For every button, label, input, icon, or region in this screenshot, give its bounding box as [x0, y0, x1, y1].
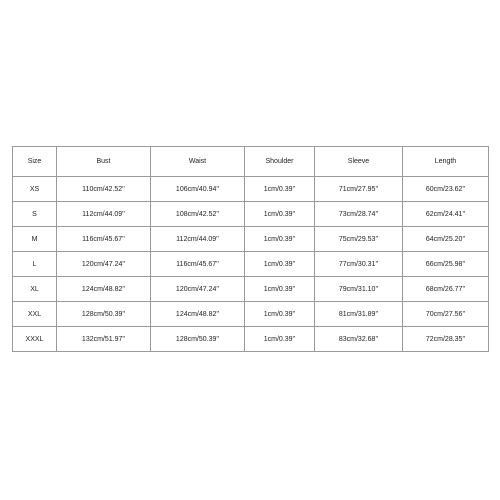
- cell-waist: 112cm/44.09'': [151, 227, 245, 252]
- cell-shoulder: 1cm/0.39'': [245, 252, 315, 277]
- cell-size: S: [13, 202, 57, 227]
- table-row: [13, 277, 489, 302]
- cell-waist: 128cm/50.39'': [151, 327, 245, 352]
- cell-sleeve: 79cm/31.10'': [315, 277, 403, 302]
- cell-size: L: [13, 252, 57, 277]
- cell-sleeve: 73cm/28.74'': [315, 202, 403, 227]
- cell-size: XXXL: [13, 327, 57, 352]
- cell-size: M: [13, 227, 57, 252]
- cell-shoulder: 1cm/0.39'': [245, 327, 315, 352]
- cell-sleeve: 77cm/30.31'': [315, 252, 403, 277]
- size-chart-table: [12, 146, 489, 352]
- cell-shoulder: 1cm/0.39'': [245, 277, 315, 302]
- header-row: [13, 147, 489, 177]
- cell-bust: 128cm/50.39'': [57, 302, 151, 327]
- table-row: [13, 202, 489, 227]
- cell-bust: 112cm/44.09'': [57, 202, 151, 227]
- cell-waist: 120cm/47.24'': [151, 277, 245, 302]
- cell-shoulder: 1cm/0.39'': [245, 202, 315, 227]
- cell-length: 64cm/25.20'': [403, 227, 489, 252]
- cell-bust: 110cm/42.52'': [57, 177, 151, 202]
- cell-length: 72cm/28.35'': [403, 327, 489, 352]
- header-sleeve: Sleeve: [315, 147, 403, 177]
- header-waist: Waist: [151, 147, 245, 177]
- cell-length: 70cm/27.56'': [403, 302, 489, 327]
- table-row: [13, 302, 489, 327]
- cell-sleeve: 71cm/27.95'': [315, 177, 403, 202]
- cell-waist: 108cm/42.52'': [151, 202, 245, 227]
- cell-length: 62cm/24.41'': [403, 202, 489, 227]
- cell-bust: 116cm/45.67'': [57, 227, 151, 252]
- cell-waist: 116cm/45.67'': [151, 252, 245, 277]
- cell-shoulder: 1cm/0.39'': [245, 177, 315, 202]
- cell-size: XXL: [13, 302, 57, 327]
- cell-length: 60cm/23.62'': [403, 177, 489, 202]
- header-shoulder: Shoulder: [245, 147, 315, 177]
- header-bust: Bust: [57, 147, 151, 177]
- cell-sleeve: 75cm/29.53'': [315, 227, 403, 252]
- cell-size: XL: [13, 277, 57, 302]
- table-row: [13, 177, 489, 202]
- cell-size: XS: [13, 177, 57, 202]
- header-length: Length: [403, 147, 489, 177]
- table-row: [13, 227, 489, 252]
- table-row: [13, 252, 489, 277]
- cell-length: 68cm/26.77'': [403, 277, 489, 302]
- table-row: [13, 327, 489, 352]
- cell-sleeve: 83cm/32.68'': [315, 327, 403, 352]
- cell-bust: 120cm/47.24'': [57, 252, 151, 277]
- cell-length: 66cm/25.98'': [403, 252, 489, 277]
- cell-waist: 106cm/40.94'': [151, 177, 245, 202]
- cell-shoulder: 1cm/0.39'': [245, 302, 315, 327]
- cell-shoulder: 1cm/0.39'': [245, 227, 315, 252]
- cell-bust: 132cm/51.97'': [57, 327, 151, 352]
- header-size: Size: [13, 147, 57, 177]
- cell-sleeve: 81cm/31.89'': [315, 302, 403, 327]
- cell-bust: 124cm/48.82'': [57, 277, 151, 302]
- cell-waist: 124cm/48.82'': [151, 302, 245, 327]
